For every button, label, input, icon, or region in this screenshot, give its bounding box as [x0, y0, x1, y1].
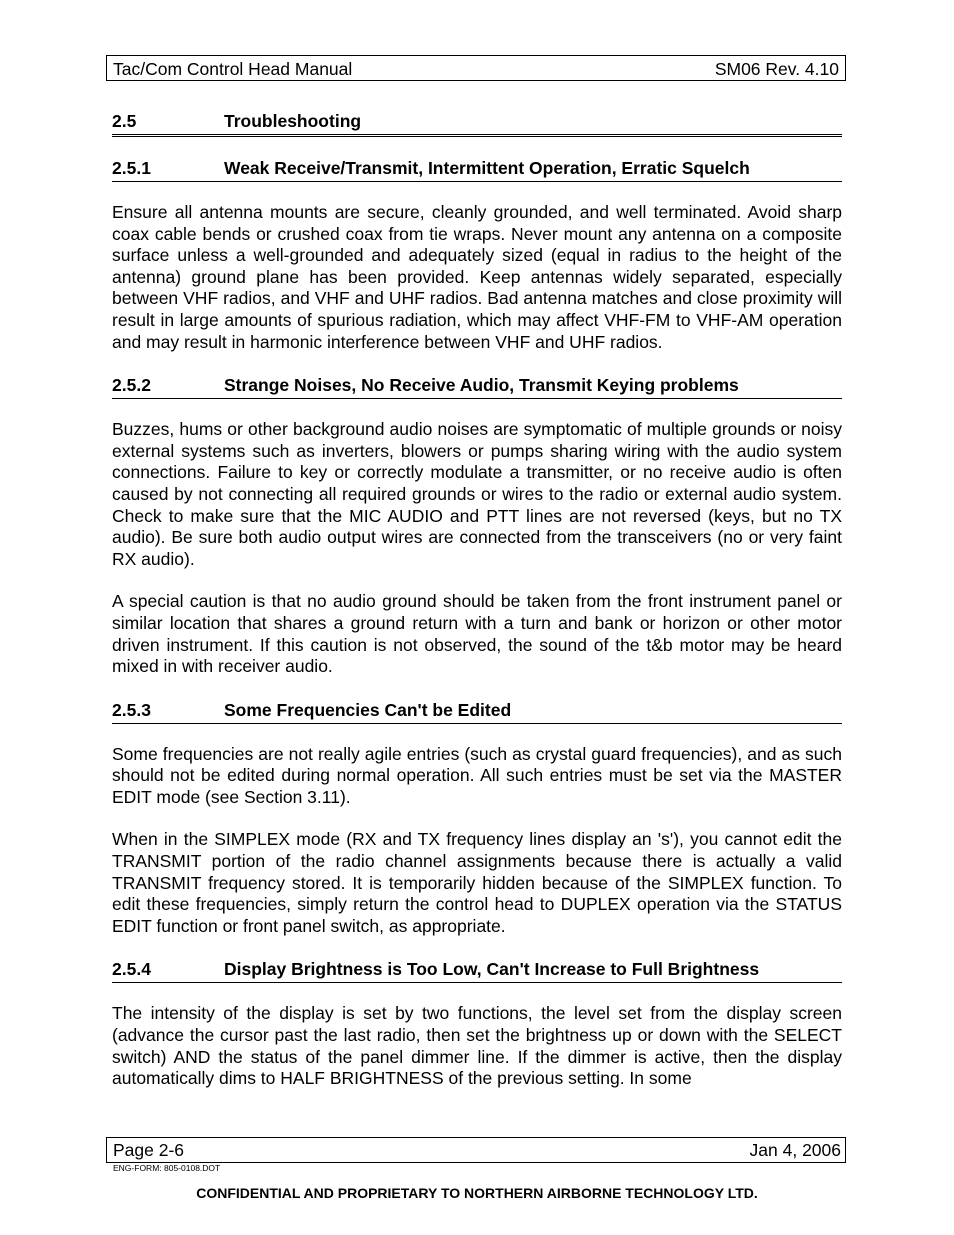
section-title: Troubleshooting	[224, 111, 362, 131]
section-heading-2-5	[112, 110, 842, 137]
page-number: Page 2-6	[113, 1140, 185, 1160]
section-number: 2.5.3	[112, 699, 151, 720]
section-heading-2-5-1	[112, 157, 842, 182]
section-heading-2-5-3	[112, 699, 842, 724]
paragraph: When in the SIMPLEX mode (RX and TX frequency lines display an 's'), you cannot edit the TRANSMIT portion of the radio channel assignments because there is actually a valid TRANSMIT frequency stored. It is temporarily hidden because of the SIMPLEX function. To edit these frequencies, simply return the control head to DUPLEX operation via the STATUS EDIT function or front panel switch, as appropriate.	[112, 829, 842, 936]
document-body	[112, 110, 842, 1111]
page-footer	[106, 1137, 846, 1163]
paragraph: Ensure all antenna mounts are secure, cleanly grounded, and well terminated. Avoid sharp coax cable bends or crushed coax from tie wraps. Never mount any antenna on a composite surface unless a well-grounded and adequately sized (equal in radius to the height of the antenna) ground plane has been provided. Keep antennas widely separated, especially between VHF radios, and VHF and UHF radios. Bad antenna matches and close proximity will result in large amounts of spurious radiation, which may affect VHF-FM to VHF-AM operation and may result in harmonic interference between VHF and UHF radios.	[112, 202, 842, 352]
section-heading-2-5-4	[112, 958, 842, 983]
section-title: Display Brightness is Too Low, Can't Increase to Full Brightness	[224, 959, 760, 980]
confidentiality-notice: CONFIDENTIAL AND PROPRIETARY TO NORTHERN AIRBORNE TECHNOLOGY LTD.	[196, 1185, 758, 1201]
footer-date: Jan 4, 2006	[749, 1140, 841, 1160]
section-number: 2.5	[112, 111, 137, 131]
paragraph: Some frequencies are not really agile entries (such as crystal guard frequencies), and as such should not be edited during normal operation. All such entries must be set via the MASTER EDIT mode (see Section 3.11).	[112, 743, 842, 807]
section-heading-2-5-2	[112, 374, 842, 399]
section-title: Weak Receive/Transmit, Intermittent Operation, Erratic Squelch	[224, 158, 750, 178]
paragraph: A special caution is that no audio ground should be taken from the front instrument panel or similar location that shares a ground return with a turn and bank or horizon or other motor driven instrument. If this caution is not observed, the sound of the t&b motor may be heard mixed in with receiver audio.	[112, 591, 842, 677]
section-title: Strange Noises, No Receive Audio, Transmit Keying problems	[224, 375, 739, 396]
section-number: 2.5.2	[112, 375, 151, 396]
manual-title: Tac/Com Control Head Manual	[113, 59, 353, 79]
paragraph: Buzzes, hums or other background audio noises are symptomatic of multiple grounds or noisy external systems such as inverters, blowers or pumps sharing wiring with the audio system connections. Failure to key or correctly modulate a transmitter, or no receive audio is often caused by not connecting all required grounds or wires to the radio or external audio system. Check to make sure that the MIC AUDIO and PTT lines are not reversed (keys, but no TX audio). Be sure both audio output wires are connected from the transceivers (no or very faint RX audio).	[112, 419, 842, 569]
form-id: ENG-FORM: 805-0108.DOT	[113, 1163, 221, 1173]
section-number: 2.5.4	[112, 959, 151, 980]
page-header	[106, 55, 846, 81]
section-number: 2.5.1	[112, 158, 151, 178]
section-title: Some Frequencies Can't be Edited	[224, 699, 512, 720]
paragraph: The intensity of the display is set by two functions, the level set from the display screen (advance the cursor past the last radio, then set the brightness up or down with the SELECT switch) AND the status of the panel dimmer line. If the dimmer is active, then the display automatically dims to HALF BRIGHTNESS of the previous setting. In some	[112, 1003, 842, 1089]
revision-label: SM06 Rev. 4.10	[714, 59, 839, 79]
